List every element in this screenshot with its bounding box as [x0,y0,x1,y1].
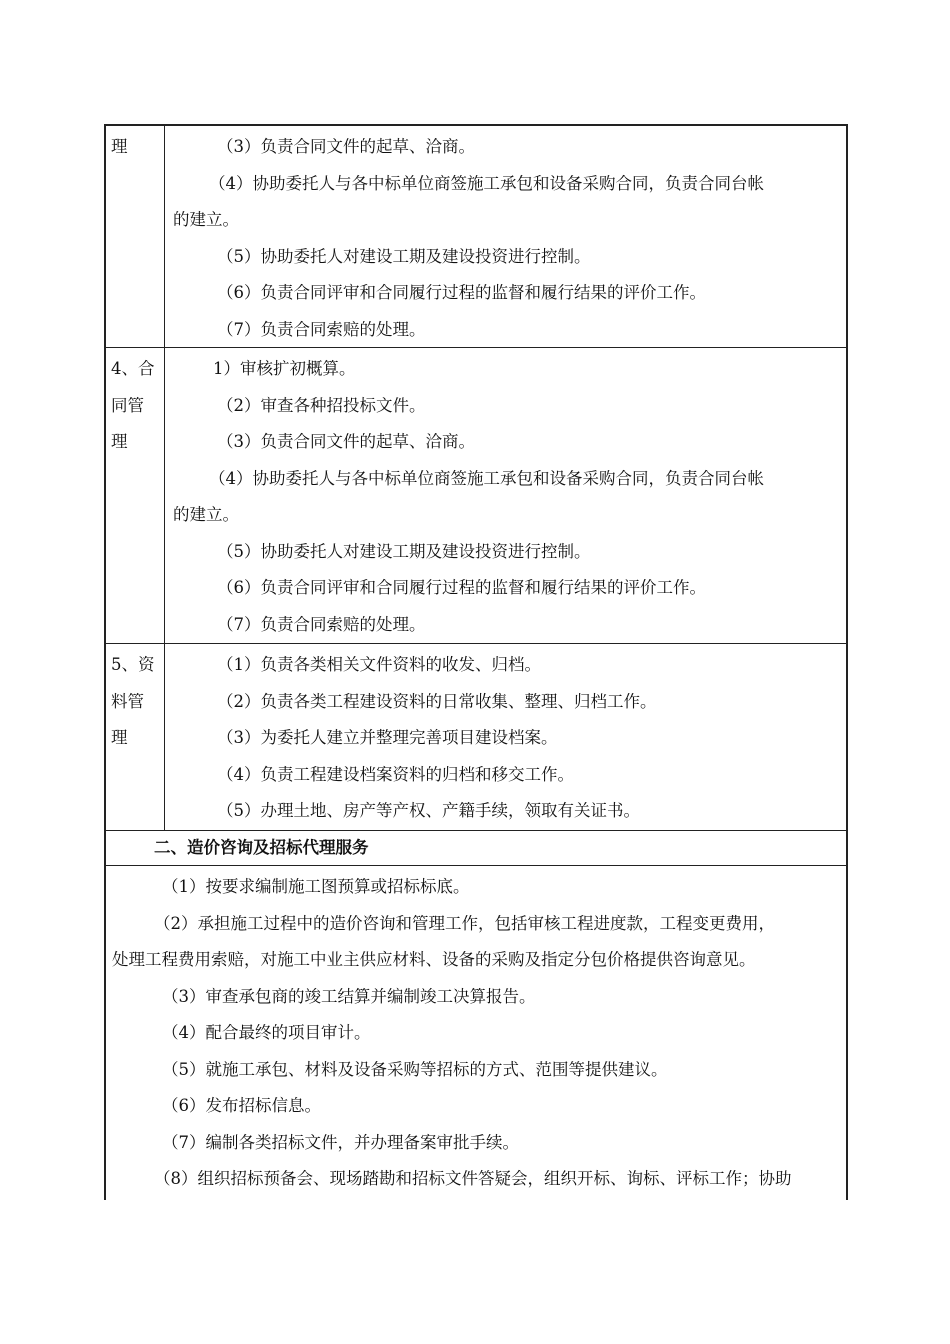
list-item: （2）审查各种招投标文件。 [217,395,426,415]
list-item: （4）协助委托人与各中标单位商签施工承包和设备采购合同，负责合同台帐 [209,173,764,193]
row-label-text: 4、合 [111,359,155,378]
list-item: （6）负责合同评审和合同履行过程的监督和履行结果的评价工作。 [217,283,706,302]
list-item: （3）为委托人建立并整理完善项目建设档案。 [217,728,558,747]
list-item: （6）发布招标信息。 [162,1096,321,1115]
list-item: （4）配合最终的项目审计。 [162,1023,371,1042]
list-item: （5）协助委托人对建设工期及建设投资进行控制。 [217,246,591,266]
list-item: （7）负责合同索赔的处理。 [217,319,426,339]
list-item-continuation: 处理工程费用索赔，对施工中业主供应材料、设备的采购及指定分包价格提供咨询意见。 [112,950,756,969]
row-label-text: 同管 [111,395,144,415]
row-content [165,348,846,643]
row-label-text: 理 [111,728,128,747]
list-item: （5）协助委托人对建设工期及建设投资进行控制。 [217,541,591,561]
list-item: （5）就施工承包、材料及设备采购等招标的方式、范围等提供建议。 [162,1059,668,1079]
row-label-text: 理 [111,137,128,156]
list-item: （6）负责合同评审和合同履行过程的监督和履行结果的评价工作。 [217,578,706,597]
list-item-continuation: 的建立。 [173,210,239,229]
list-item: （2）承担施工过程中的造价咨询和管理工作，包括审核工程进度款，工程变更费用， [154,913,775,933]
list-item: （7）编制各类招标文件，并办理备案审批手续。 [162,1132,519,1152]
list-item: （3）负责合同文件的起草、洽商。 [217,137,475,156]
row-label [106,348,165,643]
list-item: （2）负责各类工程建设资料的日常收集、整理、归档工作。 [217,691,657,711]
row-label-text: 料管 [111,691,144,711]
list-item: （1）负责各类相关文件资料的收发、归档。 [217,655,541,674]
list-item: （5）办理土地、房产等产权、产籍手续，领取有关证书。 [217,801,640,820]
row-content [165,644,846,830]
row-label [106,644,165,830]
list-item: （8）组织招标预备会、现场踏勘和招标文件答疑会，组织开标、询标、评标工作；协助 [154,1169,792,1188]
list-item: （1）按要求编制施工图预算或招标标底。 [162,877,470,896]
row-label-text: 理 [111,432,128,451]
list-item: （3）审查承包商的竣工结算并编制竣工决算报告。 [162,986,536,1006]
list-item: 1）审核扩初概算。 [213,359,356,378]
table-row [106,644,846,831]
document-table [104,124,848,1200]
row-content [165,126,846,347]
section-content [106,866,796,1198]
row-label-text: 5、资 [111,655,155,674]
section-heading: 二、造价咨询及招标代理服务 [106,831,846,866]
row-label [106,126,165,347]
table-row [106,348,846,644]
list-item: （7）负责合同索赔的处理。 [217,614,426,634]
list-item: （3）负责合同文件的起草、洽商。 [217,432,475,451]
list-item: （4）协助委托人与各中标单位商签施工承包和设备采购合同，负责合同台帐 [209,468,764,488]
list-item-continuation: 的建立。 [173,505,239,524]
table-row [106,126,846,348]
table-row [106,866,846,1198]
list-item: （4）负责工程建设档案资料的归档和移交工作。 [217,764,574,784]
